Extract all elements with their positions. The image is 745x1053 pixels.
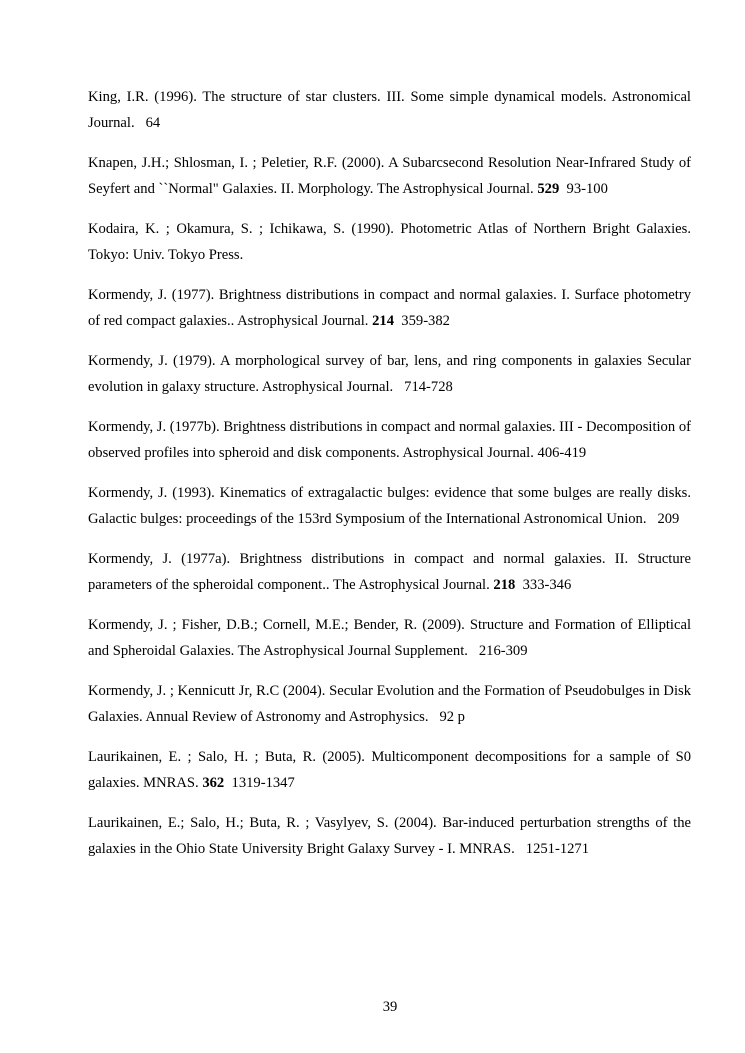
reference-text: Laurikainen, E.; Salo, H.; Buta, R. ; Vasylyev, S. (2004). Bar-induced perturbation strengths of the galaxies in the Ohio State University Bright Galaxy Survey - I. MNRAS. <box>88 815 691 857</box>
reference-pages: 359-382 <box>401 313 450 329</box>
reference-text: Kormendy, J. (1979). A morphological survey of bar, lens, and ring components in galaxies Secular evolution in galaxy structure. Astrophysical Journal. <box>88 353 691 395</box>
reference-entry <box>88 150 691 202</box>
reference-entry <box>88 744 691 796</box>
reference-entry <box>88 216 691 268</box>
reference-pages: 209 <box>657 511 680 527</box>
reference-entry <box>88 546 691 598</box>
reference-entry <box>88 810 691 862</box>
reference-pages: 333-346 <box>522 577 572 593</box>
reference-volume: 214 <box>372 313 394 329</box>
reference-entry <box>88 678 691 730</box>
reference-entry <box>88 282 691 334</box>
reference-entry <box>88 612 691 664</box>
reference-entry <box>88 414 691 466</box>
reference-pages: 64 <box>145 115 161 131</box>
reference-text: Kormendy, J. (1977). Brightness distributions in compact and normal galaxies. I. Surface photometry of red compact galaxies.. Astrophysical Journal. <box>88 287 691 329</box>
reference-text: Laurikainen, E. ; Salo, H. ; Buta, R. (2005). Multicomponent decompositions for a sample of S0 galaxies. MNRAS. <box>88 749 691 791</box>
reference-pages: 1319-1347 <box>231 775 295 791</box>
reference-entry <box>88 84 691 136</box>
reference-text: Knapen, J.H.; Shlosman, I. ; Peletier, R.F. (2000). A Subarcsecond Resolution Near-Infrared Study of Seyfert and ``Normal" Galaxies. II. Morphology. The Astrophysical Journal. <box>88 155 691 197</box>
reference-pages: 93-100 <box>566 181 608 197</box>
reference-pages: 406-419 <box>537 445 587 461</box>
reference-volume: 218 <box>493 577 516 593</box>
reference-volume: 529 <box>537 181 560 197</box>
reference-entry <box>88 348 691 400</box>
reference-text: King, I.R. (1996). The structure of star clusters. III. Some simple dynamical models. Astronomical Journal. <box>88 89 691 131</box>
reference-list <box>88 84 691 876</box>
reference-pages: 1251-1271 <box>525 841 590 857</box>
reference-text: Kodaira, K. ; Okamura, S. ; Ichikawa, S. (1990). Photometric Atlas of Northern Bright Galaxies. Tokyo: Univ. Tokyo Press. <box>88 221 691 263</box>
reference-pages: 216-309 <box>478 643 528 659</box>
reference-text: Kormendy, J. ; Fisher, D.B.; Cornell, M.E.; Bender, R. (2009). Structure and Formation of Elliptical and Spheroidal Galaxies. The Astrophysical Journal Supplement. <box>88 617 691 659</box>
reference-text: Kormendy, J. ; Kennicutt Jr, R.C (2004). Secular Evolution and the Formation of Pseudobulges in Disk Galaxies. Annual Review of Astronomy and Astrophysics. <box>88 683 691 725</box>
reference-text: Kormendy, J. (1993). Kinematics of extragalactic bulges: evidence that some bulges are really disks. Galactic bulges: proceedings of the 153rd Symposium of the International Astronomical Union. <box>88 485 691 527</box>
reference-entry <box>88 480 691 532</box>
reference-pages: 92 p <box>439 709 465 725</box>
reference-pages: 714-728 <box>404 379 453 395</box>
reference-volume: 362 <box>202 775 225 791</box>
reference-text: Kormendy, J. (1977a). Brightness distributions in compact and normal galaxies. II. Structure parameters of the spheroidal component.. The Astrophysical Journal. <box>88 551 691 593</box>
reference-text: Kormendy, J. (1977b). Brightness distributions in compact and normal galaxies. III - Decomposition of observed profiles into spheroid and disk components. Astrophysical Journal. <box>88 419 691 461</box>
page-number: 39 <box>382 999 398 1015</box>
